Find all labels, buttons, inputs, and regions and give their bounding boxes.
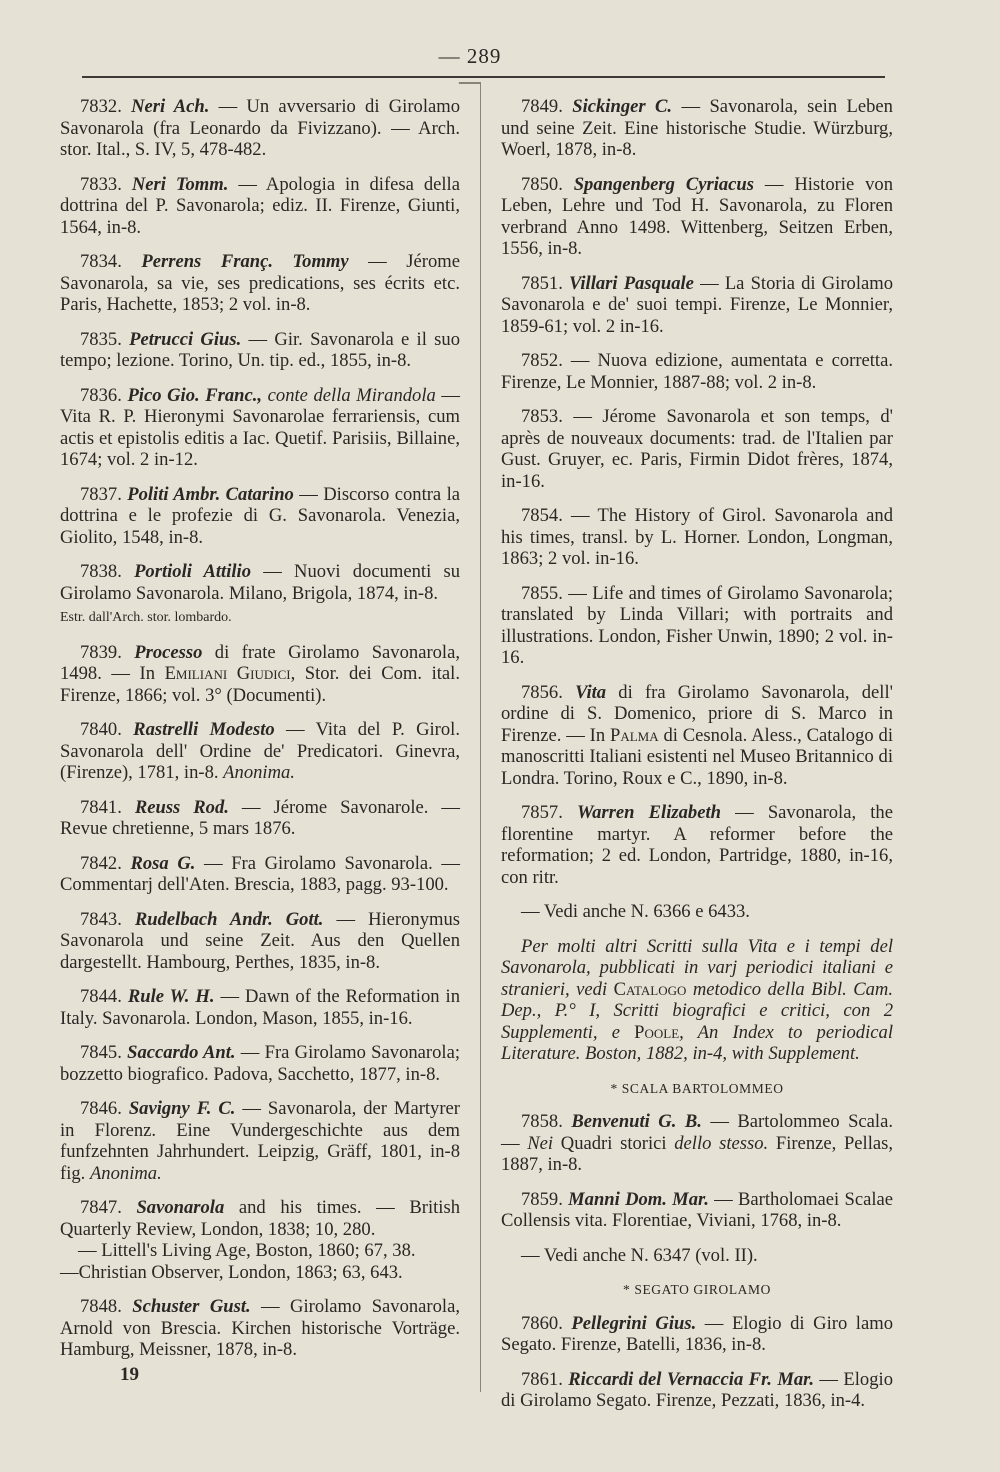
entry-7845: 7845. Saccardo Ant. — Fra Girolamo Savonarola; bozzetto biografico. Padova, Sacchetto, 1877, in-8.: [60, 1042, 460, 1085]
entry-7859: 7859. Manni Dom. Mar. — Bartholomaei Scalae Collensis vita. Florentiae, Viviani, 1768, in-8.: [501, 1188, 894, 1231]
entry-7847: 7847. Savonarola and his times. — British Quarterly Review, London, 1838; 10, 280. — Littell's Living Age, Boston, 1860; 67, 38. —Christian Observer, London, 1863; 63, 643.: [60, 1197, 460, 1283]
section-heading-scala: * SCALA BARTOLOMMEO: [610, 1080, 784, 1096]
signature-mark: 19: [120, 1364, 139, 1385]
entry-7850: 7850. Spangenberg Cyriacus — Historie von Leben, Lehre und Tod H. Savonarola, zu Floren verbrand Anno 1498. Wittenberg, Seitzen Erben, 1556, in-8.: [501, 173, 893, 259]
column-divider: [480, 82, 481, 1392]
entry-7853: 7853. — Jérome Savonarola et son temps, d' après de nouveaux documents: trad. de l'Italien par Gust. Gruyer, ec. Paris, Firmin Didot frères, 1874, in-16.: [501, 406, 893, 492]
page-number: — 289 —: [438, 44, 502, 93]
entry-7858: 7858. Benvenuti G. B. — Bartolommeo Scala. — Nei Quadri storici dello stesso. Firenze, Pellas, 1887, in-8.: [501, 1111, 894, 1175]
entry-7833: 7833. Neri Tomm. — Apologia in difesa della dottrina del P. Savonarola; ediz. II. Firenze, Giunti, 1564, in-8.: [60, 173, 460, 238]
right-column: [501, 96, 893, 1425]
entry-7838-note: Estr. dall'Arch. stor. lombardo.: [60, 610, 232, 625]
entry-7860: 7860. Pellegrini Gius. — Elogio di Giro lamo Segato. Firenze, Batelli, 1836, in-8.: [501, 1312, 893, 1355]
entry-7848: 7848. Schuster Gust. — Girolamo Savonarola, Arnold von Brescia. Kirchen historische Vorträge. Hamburg, Meissner, 1878, in-8.: [60, 1296, 460, 1360]
entry-7837: 7837. Politi Ambr. Catarino — Discorso contra la dottrina e le profezie di G. Savonarola. Venezia, Giolito, 1548, in-8.: [60, 483, 460, 548]
entry-7840: 7840. Rastrelli Modesto — Vita del P. Girol. Savonarola dell' Ordine de' Predicatori. Ginevra, (Firenze), 1781, in-8. Anonima.: [60, 719, 460, 783]
entry-7842: 7842. Rosa G. — Fra Girolamo Savonarola. — Commentarj dell'Aten. Brescia, 1883, pagg. 93-100.: [60, 852, 460, 895]
entry-7843: 7843. Rudelbach Andr. Gott. — Hieronymus Savonarola und seine Zeit. Aus den Quellen dargestellt. Hambourg, Perthes, 1835, in-8.: [60, 908, 460, 973]
entry-7852: 7852. — Nuova edizione, aumentata e corretta. Firenze, Le Monnier, 1887-88; vol. 2 in-8.: [501, 350, 893, 393]
entry-7834: 7834. Perrens Franç. Tommy — Jérome Savonarola, sa vie, ses predications, ses écrits etc. Paris, Hachette, 1853; 2 vol. in-8.: [60, 251, 460, 315]
entry-7846: 7846. Savigny F. C. — Savonarola, der Martyrer in Florenz. Eine Vundergeschichte aus dem funfzehnten Jahrhundert. Leipzig, Gräff, 1801, in-8 fig. Anonima.: [60, 1098, 460, 1184]
entry-7854: 7854. — The History of Girol. Savonarola and his times, transl. by L. Horner. London, Longman, 1863; 2 vol. in-16.: [501, 505, 894, 569]
vedi-anche-1: — Vedi anche N. 6366 e 6433.: [521, 901, 750, 922]
entry-7856: 7856. Vita di fra Girolamo Savonarola, dell' ordine di S. Domenico, priore di S. Marco in Firenze. — In Palma di Cesnola. Aless., Catalogo di manoscritti Italiani esistenti nel Museo Britannico di Londra. Torino, Roux e C., 1890, in-8.: [501, 681, 893, 789]
entry-7851: 7851. Villari Pasquale — La Storia di Girolamo Savonarola e de' suoi tempi. Firenze, Le Monnier, 1859-61; vol. 2 in-16.: [501, 272, 893, 337]
entry-7836: 7836. Pico Gio. Franc., conte della Mirandola — Vita R. P. Hieronymi Savonarolae ferrariensis, cum actis et epistolis editis a Iac. Quetif. Parisiis, Billaine, 1674; vol. 2 in-12.: [60, 384, 460, 470]
entry-7835: 7835. Petrucci Gius. — Gir. Savonarola e il suo tempo; lezione. Torino, Un. tip. ed., 1855, in-8.: [60, 328, 460, 371]
entry-7861: 7861. Riccardi del Vernaccia Fr. Mar. — Elogio di Girolamo Segato. Firenze, Pezzati, 1836, in-4.: [501, 1368, 893, 1411]
section-heading-segato: * SEGATO GIROLAMO: [623, 1282, 771, 1297]
entry-7844: 7844. Rule W. H. — Dawn of the Reformation in Italy. Savonarola. London, Mason, 1855, in-16.: [60, 986, 460, 1029]
entry-7839: 7839. Processo di frate Girolamo Savonarola, 1498. — In Emiliani Giudici, Stor. dei Com. ital. Firenze, 1866; vol. 3° (Documenti).: [60, 641, 460, 706]
entry-7857: 7857. Warren Elizabeth — Savonarola, the florentine martyr. A reformer before the reformation; 2 ed. London, Partridge, 1880, in-16, con ritr.: [501, 802, 893, 888]
header-rule: [82, 76, 885, 78]
entry-7855: 7855. — Life and times of Girolamo Savonarola; translated by Linda Villari; with portraits and illustrations. London, Fisher Unwin, 1890; 2 vol. in-16.: [501, 582, 893, 668]
entry-7832: 7832. Neri Ach. — Un avversario di Girolamo Savonarola (fra Leonardo da Fivizzano). — Arch. stor. Ital., S. IV, 5, 478-482.: [60, 96, 460, 160]
entry-7838: 7838. Portioli Attilio — Nuovi documenti su Girolamo Savonarola. Milano, Brigola, 1874, in-8.: [60, 561, 460, 604]
vedi-anche-2: — Vedi anche N. 6347 (vol. II).: [521, 1244, 758, 1266]
entry-7849: 7849. Sickinger C. — Savonarola, sein Leben und seine Zeit. Eine historische Studie. Würzburg, Woerl, 1878, in-8.: [501, 96, 893, 160]
entry-7841: 7841. Reuss Rod. — Jérome Savonarole. — Revue chretienne, 5 mars 1876.: [60, 796, 460, 839]
left-column: [60, 96, 460, 1374]
further-reading-note: Per molti altri Scritti sulla Vita e i tempi del Savonarola, pubblicati in varj periodici italiani e stranieri, vedi Catalogo metodico della Bibl. Cam. Dep., P.° I, Scritti biografici e critici, con 2 Supplementi, e Poole, An Index to periodical Literature. Boston, 1882, in-4, with Supplement.: [501, 935, 894, 1064]
